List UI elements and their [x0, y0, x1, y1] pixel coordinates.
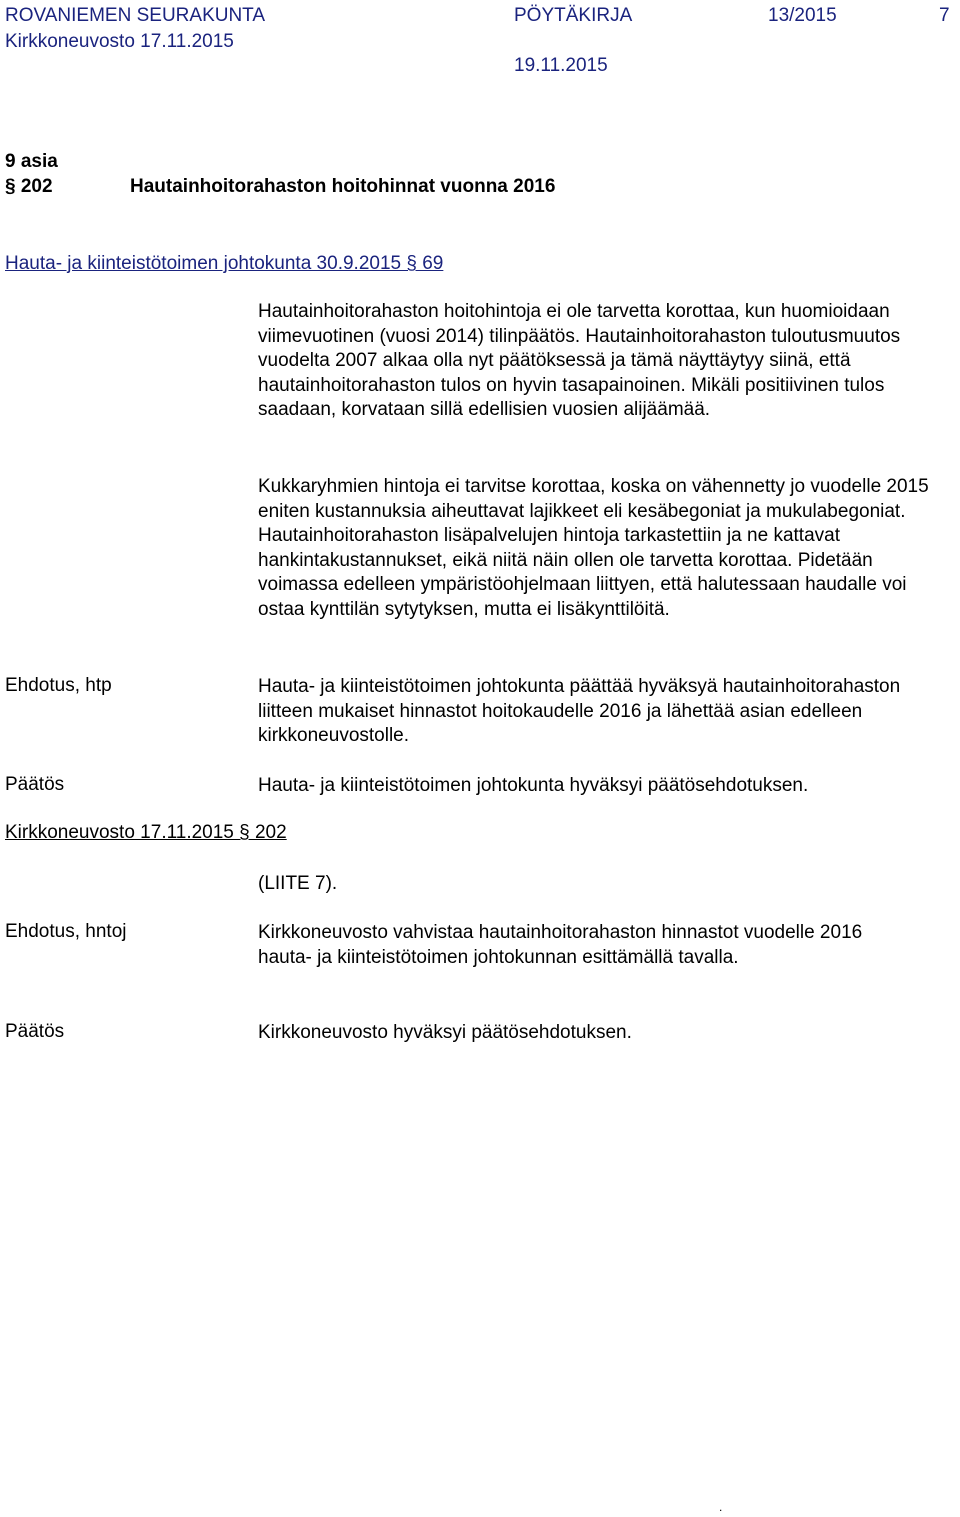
document-type: PÖYTÄKIRJA [514, 5, 633, 26]
committee-proposal-label: Ehdotus, htp [5, 675, 112, 696]
description-paragraph-2: Kukkaryhmien hintoja ei tarvitse korottaa, koska on vähennetty jo vuodelle 2015 eniten kustannuksia aiheuttavat lajikkeet eli kesäbegoniat ja mukulabegoniat. Hautainhoitorahaston lisäpalvelujen hintoja tarkastettiin ja ne kattavat hankintakustannukset, eikä niitä näin ollen ole tarvetta korottaa. Pidetään voimassa edelleen ympäristöohjelmaan liittyen, että halutessaan haudalle voi ostaa kynttilän sytytyksen, mutta ei lisäkynttilöitä. [258, 476, 929, 620]
item-title: Hautainhoitorahaston hoitohinnat vuonna 2016 [130, 176, 556, 197]
footer-mark: . [719, 1500, 723, 1514]
item-asia-number: 9 asia [5, 151, 58, 172]
council-meeting-reference: Kirkkoneuvosto 17.11.2015 § 202 [5, 822, 287, 843]
document-number: 13/2015 [768, 5, 837, 26]
committee-decision-text: Hauta- ja kiinteistötoimen johtokunta hyväksyi päätösehdotuksen. [258, 775, 809, 796]
committee-meeting-link[interactable]: Hauta- ja kiinteistötoimen johtokunta 30.9.2015 § 69 [5, 253, 444, 274]
council-decision-label: Päätös [5, 1021, 65, 1042]
council-proposal-text: Kirkkoneuvosto vahvistaa hautainhoitorahaston hinnastot vuodelle 2016 hauta- ja kiinteistötoimen johtokunnan esittämällä tavalla. [258, 922, 863, 968]
organization-name: ROVANIEMEN SEURAKUNTA [5, 5, 266, 26]
description-paragraph-1: Hautainhoitorahaston hoitohintoja ei ole tarvetta korottaa, kun huomioidaan viimevuotinen (vuosi 2014) tilinpäätös. Hautainhoitorahaston tuloutusmuutos vuodelta 2007 alkaa olla nyt päätöksessä ja tämä näyttäytyy siinä, että hautainhoitorahaston tulos on hyvin tasapainoinen. Mikäli positiivinen tulos saadaan, korvataan sillä edellisien vuosien alijäämää. [258, 301, 901, 420]
section-number: § 202 [5, 176, 53, 197]
print-date: 19.11.2015 [514, 55, 608, 76]
meeting-body-date: Kirkkoneuvosto 17.11.2015 [5, 31, 234, 52]
committee-proposal-text: Hauta- ja kiinteistötoimen johtokunta päättää hyväksyä hautainhoitorahaston liitteen mukaiset hinnastot hoitokaudelle 2016 ja lähettää asian edelleen kirkkoneuvostolle. [258, 676, 901, 746]
page-number: 7 [939, 5, 950, 26]
council-proposal-label: Ehdotus, hntoj [5, 921, 127, 942]
council-decision-text: Kirkkoneuvosto hyväksyi päätösehdotuksen. [258, 1022, 632, 1043]
committee-decision-label: Päätös [5, 774, 65, 795]
attachment-reference: (LIITE 7). [258, 873, 338, 894]
